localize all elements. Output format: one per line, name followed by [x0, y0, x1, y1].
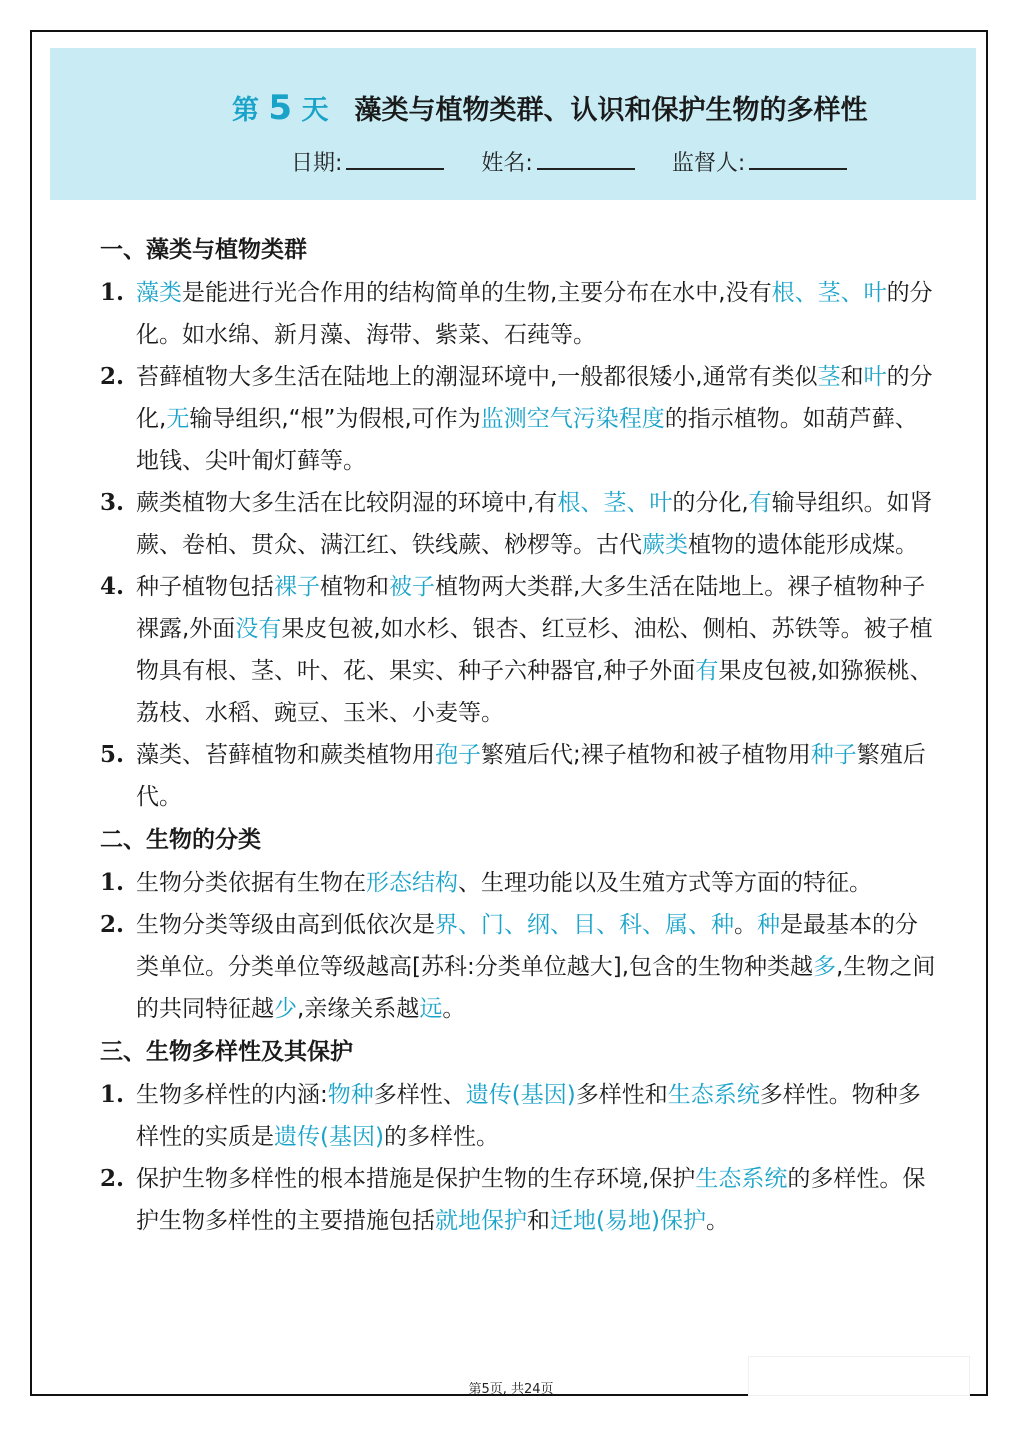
- list-item: 3. 蕨类植物大多生活在比较阴湿的环境中,有根、茎、叶的分化,有输导组织。如肾蕨、卷柏、贯众、满江红、铁线蕨、桫椤等。古代蕨类植物的遗体能形成煤。: [100, 489, 933, 558]
- header-banner: [50, 48, 976, 200]
- info-row: [291, 146, 877, 177]
- list-item: 1. 生物分类依据有生物在形态结构、生理功能以及生殖方式等方面的特征。: [100, 869, 872, 896]
- page-number: 第5页, 共24页: [468, 1382, 554, 1397]
- section-heading: 一、藻类与植物类群: [100, 237, 307, 263]
- title-row: [232, 88, 867, 128]
- list-item: 4. 种子植物包括裸子植物和被子植物两大类群,大多生活在陆地上。裸子植物种子裸露,外面没有果皮包被,如水杉、银杏、红豆杉、油松、侧柏、苏铁等。被子植物具有根、茎、叶、花、果实、种子六种器官,种子外面有果皮包被,如猕猴桃、荔枝、水稻、豌豆、玉米、小麦等。: [100, 573, 933, 726]
- section-heading: 三、生物多样性及其保护: [100, 1039, 353, 1065]
- list-item: 2. 保护生物多样性的根本措施是保护生物的生存环境,保护生态系统的多样性。保护生物多样性的主要措施包括就地保护和迁地(易地)保护。: [100, 1165, 926, 1234]
- day-label: 第 5 天: [232, 88, 329, 128]
- page-title: 藻类与植物类群、认识和保护生物的多样性: [354, 95, 868, 126]
- list-item: 2. 生物分类等级由高到低依次是界、门、纲、目、科、属、种。种是最基本的分类单位。分类单位等级越高[苏科:分类单位越大],包含的生物种类越多,生物之间的共同特征越少,亲缘关系越远。: [100, 911, 936, 1022]
- date-field: 日期:: [291, 146, 444, 177]
- list-item: 5. 藻类、苔藓植物和蕨类植物用孢子繁殖后代;裸子植物和被子植物用种子繁殖后代。: [100, 741, 926, 810]
- list-item: 1. 生物多样性的内涵:物种多样性、遗传(基因)多样性和生态系统多样性。物种多样性的实质是遗传(基因)的多样性。: [100, 1081, 921, 1150]
- content: [100, 228, 940, 1242]
- name-field: 姓名:: [481, 146, 634, 177]
- list-item: 2. 苔藓植物大多生活在陆地上的潮湿环境中,一般都很矮小,通常有类似茎和叶的分化,无输导组织,“根”为假根,可作为监测空气污染程度的指示植物。如葫芦藓、地钱、尖叶匍灯藓等。: [100, 363, 933, 474]
- supervisor-field: 监督人:: [672, 146, 847, 177]
- section-heading: 二、生物的分类: [100, 827, 261, 853]
- list-item: 1. 藻类是能进行光合作用的结构简单的生物,主要分布在水中,没有根、茎、叶的分化。如水绵、新月藻、海带、紫菜、石莼等。: [100, 279, 933, 348]
